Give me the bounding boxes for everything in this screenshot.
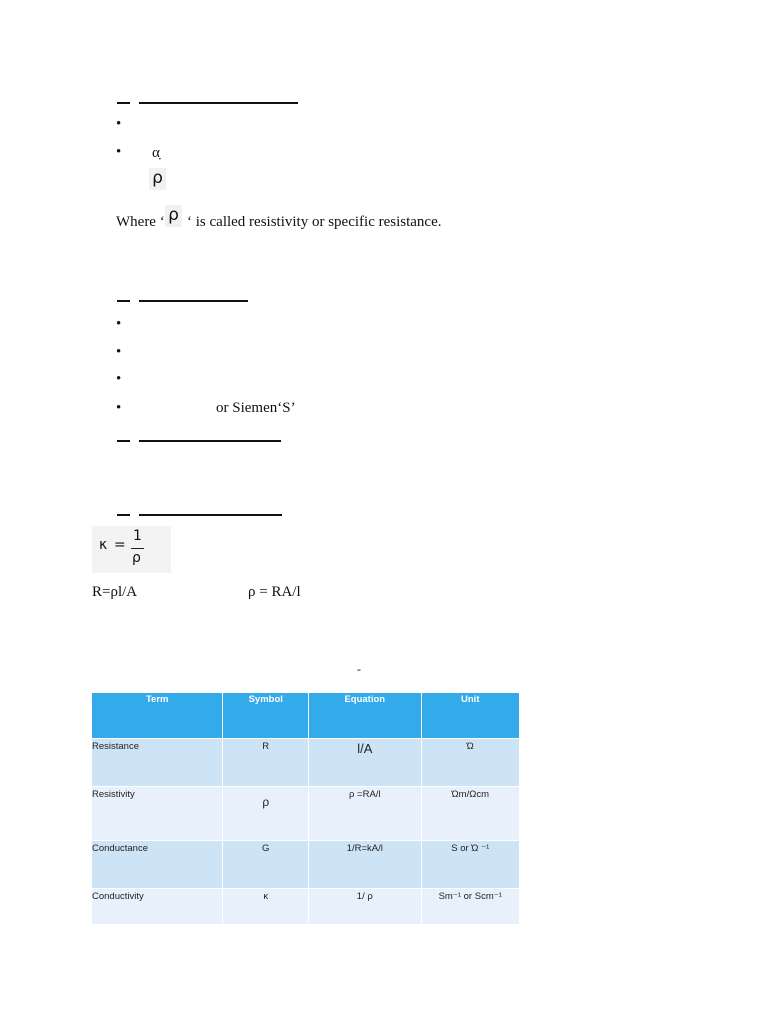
- equation-cell: l/A: [309, 739, 421, 787]
- symbol-cell: R: [223, 739, 309, 787]
- rho-symbol-image: [149, 168, 166, 190]
- term-cell: Resistance: [92, 739, 223, 787]
- equation-cell: 1/R=kA/l: [309, 841, 421, 889]
- heading-dash: [117, 300, 130, 302]
- heading-underline: [139, 102, 298, 104]
- unit-cell: S or Ώ ⁻¹: [421, 841, 520, 889]
- heading-dash: [117, 440, 130, 442]
- table-row: [92, 841, 520, 889]
- column-header-unit: Unit: [421, 693, 520, 739]
- bullet: •: [116, 344, 122, 360]
- unit-cell: Ώm/Ωcm: [421, 787, 520, 841]
- heading-dash: [117, 102, 130, 104]
- table-row: [92, 739, 520, 787]
- fraction-denominator: ρ: [132, 550, 141, 566]
- symbol-cell: G: [223, 841, 309, 889]
- resistivity-relation: ρ = RA/l: [248, 584, 301, 600]
- term-cell: Resistivity: [92, 787, 223, 841]
- equation-cell: ρ =RA/l: [309, 787, 421, 841]
- unit-cell: Ώ: [421, 739, 520, 787]
- bullet: •: [116, 144, 122, 160]
- summary-table: [92, 693, 520, 924]
- heading-underline: [139, 440, 281, 442]
- rho-symbol: ρ: [152, 168, 163, 188]
- bullet: •: [116, 400, 122, 416]
- where-text-suffix: ‘ is called resistivity or specific resistance.: [187, 214, 442, 230]
- kappa-symbol: κ: [99, 537, 108, 553]
- bullet: •: [116, 316, 122, 332]
- alpha-symbol: α̣: [152, 145, 160, 161]
- term-cell: Conductance: [92, 841, 223, 889]
- table-row: [92, 787, 520, 841]
- table-header-row: [92, 693, 520, 739]
- symbol-cell: κ: [223, 889, 309, 925]
- rho-symbol: ρ: [168, 205, 179, 225]
- conductivity-formula: [92, 526, 171, 573]
- bullet: •: [116, 371, 122, 387]
- heading-underline: [139, 514, 282, 516]
- stray-mark: -: [357, 662, 361, 676]
- rho-symbol-image: [165, 205, 182, 227]
- equation-cell: 1/ ρ: [309, 889, 421, 925]
- column-header-equation: Equation: [309, 693, 421, 739]
- fraction-numerator: 1: [133, 528, 142, 544]
- term-cell: Conductivity: [92, 889, 223, 925]
- heading-underline: [139, 300, 248, 302]
- unit-cell: Sm⁻¹ or Scm⁻¹: [421, 889, 520, 925]
- where-text-prefix: Where ‘: [116, 214, 165, 230]
- fraction-bar: [131, 548, 144, 549]
- heading-dash: [117, 514, 130, 516]
- table-row: [92, 889, 520, 925]
- symbol-cell: ρ: [223, 787, 309, 841]
- column-header-term: Term: [92, 693, 223, 739]
- siemens-text: or Siemen‘S’: [216, 400, 296, 416]
- resistance-relation: R=ρl/A: [92, 584, 138, 600]
- equals-sign: =: [114, 537, 126, 553]
- column-header-symbol: Symbol: [223, 693, 309, 739]
- bullet: •: [116, 116, 122, 132]
